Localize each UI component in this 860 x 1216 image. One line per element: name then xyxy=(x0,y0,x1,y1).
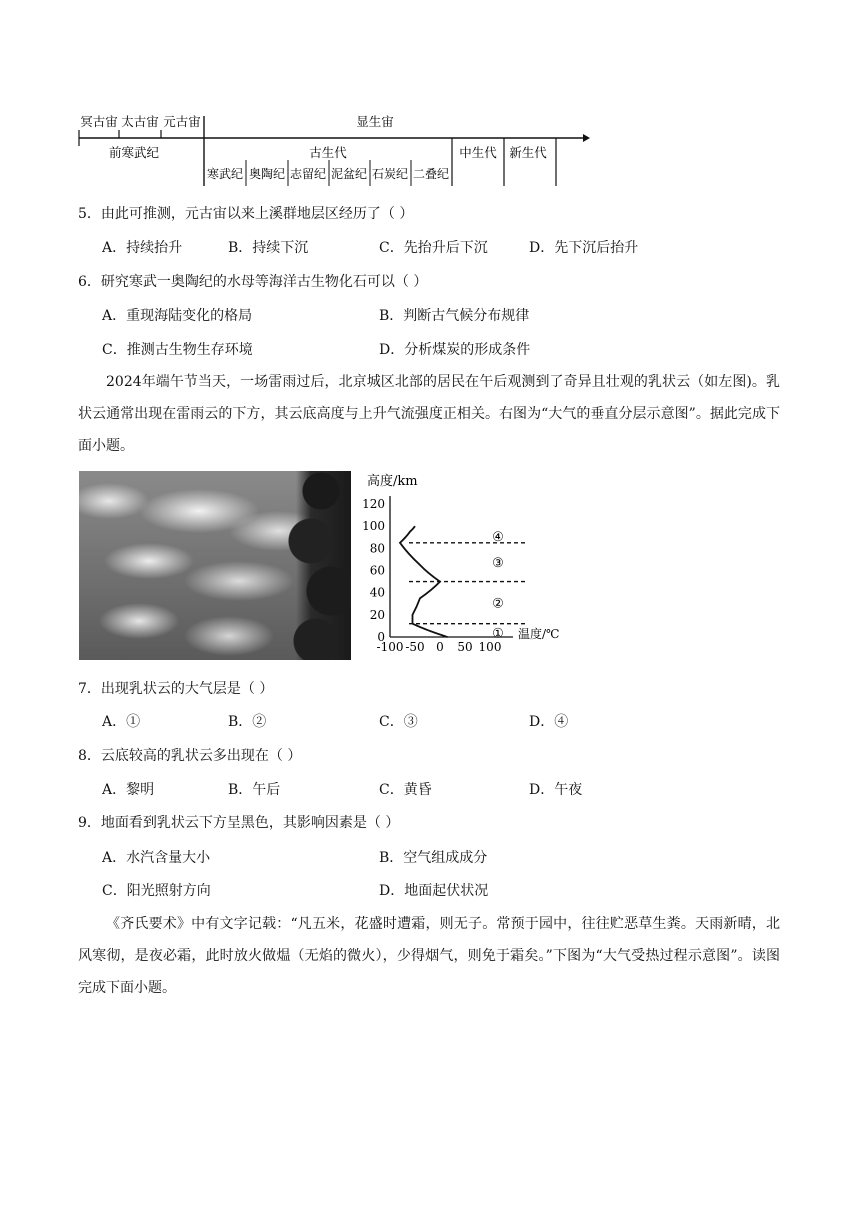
y-tick-label: 20 xyxy=(369,607,385,622)
q8-option-b[interactable]: B．午后 xyxy=(228,782,281,798)
x-tick-label: 0 xyxy=(436,640,444,654)
period-carboniferous-label: 石炭纪 xyxy=(371,167,409,181)
eon-yuangu-label: 元古宙 xyxy=(163,114,201,129)
x-axis-label: 温度/℃ xyxy=(518,627,560,641)
q8-option-a[interactable]: A．黎明 xyxy=(102,782,155,798)
q7-option-c[interactable]: C．③ xyxy=(379,714,418,730)
q5-option-b[interactable]: B．持续下沉 xyxy=(228,240,309,256)
y-tick-label: 80 xyxy=(369,541,385,556)
geologic-timeline xyxy=(70,108,600,190)
x-tick-label: -50 xyxy=(405,640,425,654)
y-tick-label: 40 xyxy=(369,585,385,600)
mammatus-cloud-photo xyxy=(79,471,351,660)
q8-option-c[interactable]: C．黄昏 xyxy=(379,782,432,798)
q9-option-d[interactable]: D．地面起伏状况 xyxy=(379,883,489,899)
y-tick-label: 100 xyxy=(362,519,385,534)
layer-label: ① xyxy=(492,626,504,642)
passage-mammatus-clouds: 2024年端午节当天，一场雷雨过后，北京城区北部的居民在午后观测到了奇异且壮观的乳状云（如左图)。乳状云通常出现在雷雨云的下方，其云底高度与上升气流强度正相关。右图为“大气的垂直分层示意图”。据此完成下面小题。 xyxy=(78,374,780,454)
q6-option-d[interactable]: D．分析煤炭的形成条件 xyxy=(379,342,531,358)
question-7-stem: 7．出现乳状云的大气层是（ ） xyxy=(78,681,274,697)
q6-option-b[interactable]: B．判断古气候分布规律 xyxy=(379,308,530,324)
period-cambrian-label: 寒武纪 xyxy=(206,167,244,181)
x-tick-label: 100 xyxy=(478,640,502,654)
question-9-stem: 9．地面看到乳状云下方呈黑色，其影响因素是（ ） xyxy=(78,815,400,831)
q8-option-d[interactable]: D．午夜 xyxy=(529,782,583,798)
q9-option-a[interactable]: A．水汽含量大小 xyxy=(102,850,211,866)
q7-option-d[interactable]: D．④ xyxy=(529,714,569,730)
period-devonian-label: 泥盆纪 xyxy=(330,167,368,181)
q5-option-c[interactable]: C．先抬升后下沉 xyxy=(379,240,488,256)
period-silurian-label: 志留纪 xyxy=(289,167,327,181)
atmosphere-layer-chart xyxy=(355,470,575,660)
period-permian-label: 二叠纪 xyxy=(412,167,450,181)
question-5-stem: 5．由此可推测，元古宙以来上溪群地层区经历了（ ） xyxy=(78,206,414,222)
passage-frost-prevention: 《齐氏要术》中有文字记载：“凡五米，花盛时遭霜，则无子。常预于园中，往往贮恶草生粪。天雨新晴，北风寒彻，是夜必霜，此时放火做煴（无焰的微火），少得烟气，则免于霜矣。”下图为“大气受热过程示意图”。读图完成下面小题。 xyxy=(78,916,780,996)
era-mesozoic-label: 中生代 xyxy=(459,145,497,160)
y-tick-label: 0 xyxy=(377,630,385,644)
q5-option-a[interactable]: A．持续抬升 xyxy=(102,240,183,256)
q9-option-b[interactable]: B．空气组成成分 xyxy=(379,850,488,866)
era-precambrian-label: 前寒武纪 xyxy=(108,145,160,160)
eon-xiansheng-label: 显生宙 xyxy=(356,114,394,129)
tree-silhouette xyxy=(281,471,351,660)
y-axis-label: 高度/km xyxy=(367,474,418,489)
layer-label: ② xyxy=(492,596,504,612)
q7-option-a[interactable]: A．① xyxy=(102,714,141,730)
period-ordovician-label: 奥陶纪 xyxy=(248,167,286,181)
eon-taigu-label: 太古宙 xyxy=(121,114,159,129)
q5-option-d[interactable]: D．先下沉后抬升 xyxy=(529,240,639,256)
layer-label: ③ xyxy=(492,556,504,572)
q6-option-c[interactable]: C．推测古生物生存环境 xyxy=(102,342,253,358)
y-tick-label: 120 xyxy=(362,497,385,511)
question-6-stem: 6．研究寒武一奥陶纪的水母等海洋古生物化石可以（ ） xyxy=(78,274,428,290)
y-tick-label: 60 xyxy=(369,563,385,578)
question-8-stem: 8．云底较高的乳状云多出现在（ ） xyxy=(78,748,302,764)
era-cenozoic-label: 新生代 xyxy=(509,145,547,160)
q6-option-a[interactable]: A．重现海陆变化的格局 xyxy=(102,308,253,324)
layer-label: ④ xyxy=(492,530,504,546)
x-tick-label: -100 xyxy=(376,640,404,654)
eon-mingu-label: 冥古宙 xyxy=(80,114,118,129)
q9-option-c[interactable]: C．阳光照射方向 xyxy=(102,883,211,899)
q7-option-b[interactable]: B．② xyxy=(228,714,267,730)
x-tick-label: 50 xyxy=(457,640,473,654)
era-paleozoic-label: 古生代 xyxy=(309,145,347,160)
